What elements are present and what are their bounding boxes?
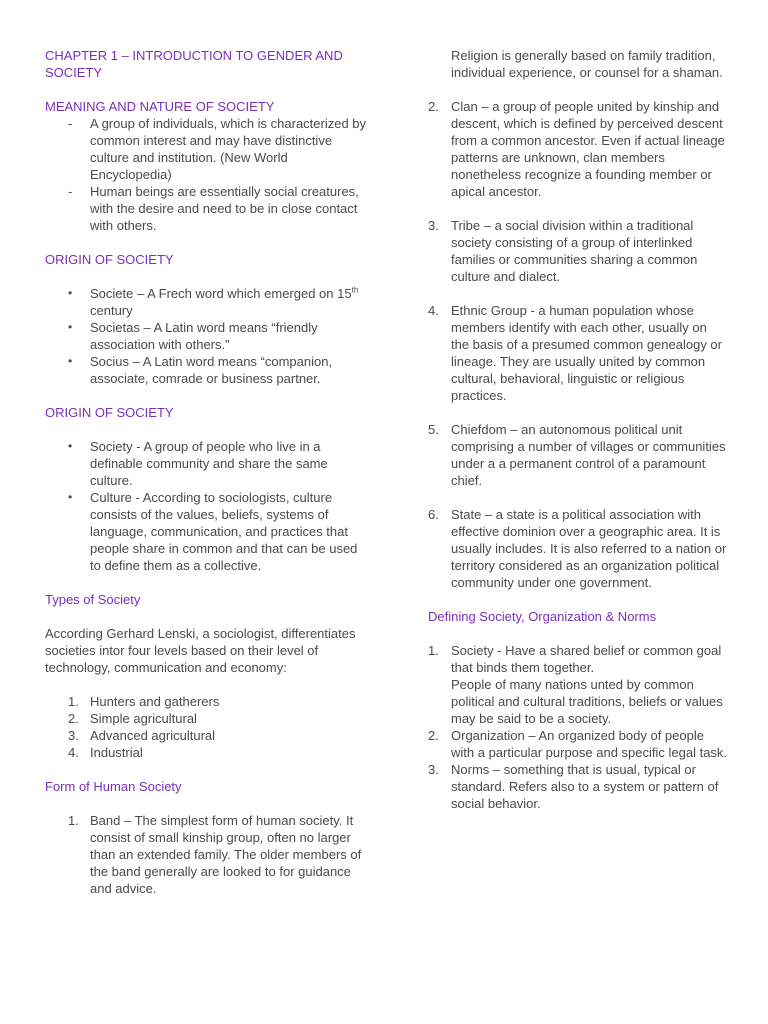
meaning-item-text: Human beings are essentially social creatures, with the desire and need to be in close contact with others. [90,184,359,233]
list-number: 1. [428,643,439,658]
origin-item-text [90,285,370,319]
list-item [45,693,370,710]
dash-marker: - [68,116,73,131]
origin-heading-1: ORIGIN OF SOCIETY [45,252,174,267]
list-item [45,115,370,183]
list-item [45,285,370,319]
superscript: th [351,285,359,295]
bullet-marker: • [68,439,73,453]
list-number: 4. [68,745,79,760]
chapter-title: CHAPTER 1 – INTRODUCTION TO GENDER AND SOCIETY [45,48,343,80]
form-item-text: Chiefdom – an autonomous political unit comprising a number of villages or communities under a a permanent control of a paramount chief. [451,422,726,488]
form-item-text: Band – The simplest form of human society. It consist of small kinship group, often no larger than an extended family. The older members of the band generally are looked to for guidance and advice. [90,813,362,896]
list-number: 1. [68,813,79,828]
meaning-item-text: A group of individuals, which is characterized by common interest and may have distinctive culture and institution. (New World Encyclopedia) [90,116,367,182]
list-number: 1. [68,694,79,709]
dash-marker: - [68,184,73,199]
bullet-marker: • [68,354,73,368]
types-item-text: Advanced agricultural [90,728,216,743]
list-item [45,183,370,234]
bullet-marker: • [68,490,73,504]
types-item-text: Simple agricultural [90,711,197,726]
form-heading: Form of Human Society [45,779,182,794]
list-number: 3. [428,218,439,233]
list-item [45,744,370,761]
list-number: 5. [428,422,439,437]
list-item [428,302,728,404]
list-item [428,642,728,727]
band-continued-text: Religion is generally based on family tradition, individual experience, or counsel for a shaman. [451,48,723,80]
list-item [45,710,370,727]
list-number: 3. [68,728,79,743]
form-item-text: Clan – a group of people united by kinship and descent, which is defined by perceived descent from a common ancestor. Even if actual lineage patterns are unknown, clan members nonetheless recognize a founding member or apical ancestor. [451,99,725,199]
list-item [45,812,370,897]
defining-heading: Defining Society, Organization & Norms [428,609,657,624]
list-item [45,727,370,744]
types-item-text: Hunters and gatherers [90,694,220,709]
origin-item-text: Socius – A Latin word means “companion, associate, comrade or business partner. [90,354,333,386]
types-heading: Types of Society [45,592,141,607]
list-number: 2. [68,711,79,726]
list-item [428,727,728,761]
bullet-marker: • [68,320,73,334]
list-item [428,217,728,285]
list-number-spacer [428,47,451,81]
defining-item-line-2: People of many nations unted by common political and cultural traditions, beliefs or values may be said to be a society. [451,677,723,726]
defining-item-line: Society - Have a shared belief or common goal that binds them together. [451,643,722,675]
list-number: 2. [428,99,439,114]
list-item [428,761,728,812]
form-item-text: Ethnic Group - a human population whose members identify with each other, usually on the basis of a presumed common genealogy or lineage. They are usually united by common cultural, behavioral, linguistic or religious practices. [451,303,722,403]
list-number: 3. [428,762,439,777]
list-item [428,421,728,489]
list-number: 4. [428,303,439,318]
form-item-text: State – a state is a political association with effective dominion over a geographic area. It is usually includes. It is also referred to a nation or territory considered as an organization political community under one government. [451,507,727,590]
list-item [45,319,370,353]
list-item [428,98,728,200]
types-item-text: Industrial [90,745,143,760]
origin-item-text: Culture - According to sociologists, culture consists of the values, beliefs, systems of language, communication, and practices that people share in common and that can be used to define them as a collective. [90,490,358,573]
list-item [45,489,370,574]
list-item [45,438,370,489]
defining-item-text: Norms – something that is usual, typical or standard. Refers also to a system or pattern of social behavior. [451,762,719,811]
list-item [45,353,370,387]
origin-heading-2: ORIGIN OF SOCIETY [45,405,174,420]
defining-item-text [451,642,728,727]
left-column [45,47,370,897]
meaning-heading: MEANING AND NATURE OF SOCIETY [45,99,275,114]
form-item-text: Tribe – a social division within a traditional society consisting of a group of interlinked families or communities sharing a common culture and dialect. [451,218,698,284]
bullet-marker: • [68,286,73,300]
origin-item-text-pre: Societe – A Frech word which emerged on 15 [90,286,352,301]
origin-item-text-post: century [90,303,133,318]
list-number: 2. [428,728,439,743]
list-item [428,506,728,591]
origin-item-text: Societas – A Latin word means “friendly association with others.” [90,320,318,352]
list-number: 6. [428,507,439,522]
defining-item-text: Organization – An organized body of people with a particular purpose and specific legal task. [451,728,728,760]
list-item-continued [428,47,728,81]
types-intro: According Gerhard Lenski, a sociologist, differentiates societies intor four levels based on their level of technology, communication and economy: [45,626,356,675]
right-column [428,47,728,812]
origin-item-text: Society - A group of people who live in a definable community and share the same culture. [90,439,328,488]
